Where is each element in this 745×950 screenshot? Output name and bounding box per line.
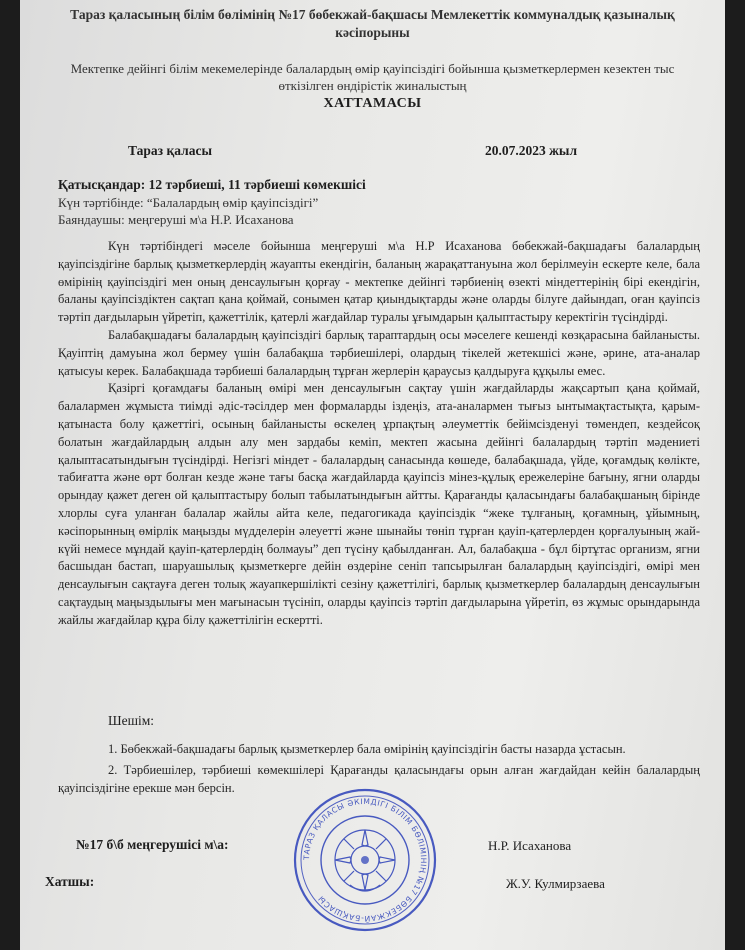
date-label: 20.07.2023 жыл <box>485 143 578 158</box>
agenda-line: Күн тәртібінде: “Балалардың өмір қауіпсіздігі” <box>58 195 319 210</box>
secretary-signature-name: Ж.У. Кулмирзаева <box>506 876 605 891</box>
secretary-signature-role: Хатшы: <box>45 874 95 889</box>
decision-item: 1. Бөбекжай-бақшадағы барлық қызметкерлер бала өмірінің қауіпсіздігін басты назарда ұстасын. <box>108 742 626 756</box>
meeting-subject: Мектепке дейінгі білім мекемелерінде балалардың өмір қауіпсіздігі бойынша қызметкерлермен кезектен тыс өткізілген өндірістік жиналыстың <box>70 61 675 93</box>
director-signature-role: №17 б\б меңгерушісі м\а: <box>76 837 229 852</box>
body-paragraph: Балабақшадағы балалардың қауіпсіздігі барлық тараптардың осы мәселеге кешенді көзқарасына байланысты. Қауіптің дамуына жол бермеу үшін балабақша тәрбиешілері, олардың тікелей жетекшісі және, әрине, ата-аналар қатысуы керек. Балабақшада тәрбиеші балалардың тұрған жерлерін қараусыз қалдыруға құқылы емес. <box>58 327 700 378</box>
body-paragraph: Күн тәртібіндегі мәселе бойынша меңгеруші м\а Н.Р Исаханова бөбекжай-бақшадағы балалардың қауіпсіздігіне барлық қызметкерлердің жауапты екендігін, баланың жарақаттануына жол берілмеуін ескерте келе, бала өмірінің қауіпсіздігі мен оның денсаулығын қорғау - мектепке дейінгі тәрбиенің өзекті міндеттерінің бірі екендігін, баланы қауіпсіздіктен сақтап қана қоймай, сонымен қатар қиындықтарды және оларды білуге дайындап, оған қауіпсіз тәртіп дағдыларын үйретіп, қажеттілік, қатерлі жағдайлар туралы ұғымдарын қалыптастыру керектігін түсіндірді. <box>58 239 700 325</box>
decision-heading: Шешім: <box>108 713 155 728</box>
official-stamp-seal <box>290 785 440 935</box>
body-paragraph: Қазіргі қоғамдағы баланың өмірі мен денсаулығын сақтау үшін жағдайларды жақсартып қана қоймай, балалармен жұмыста тиімді әдіс-тәсілдер мен формаларды іздеңіз, ата-аналармен тығыз ынтымақтастықта, қарым-қатынаста болу қажеттігі, осының байланысты өскелең ұрпақтың әлеуметтік бейімсізденуі төмендеп, кездейсоқ болатын жағдайлардың алдын алу мен зардабы кеміп, мектеп жасына дейінгі балалардың тәртіп мәдениеті қалыптасатындығын түсіндірді. Негізгі міндет - балалардың санасында көшеде, балабақшада, үйде, қоғамдық көлікте, табиғатта және өрт болған кезде және тағы басқа жағдайларда қауіпсіз мінез-құлық ережелеріне бағыну, ягни оларды орындау қажет деген ой қалыптастыру болып табылатындығын айтты. Қарағанды қаласындағы балабақшаның бірінде хлорлы суға уланған балалар жайлы айта келе, педагогикада қауіпсіздік “жеке тұлғаның, қоғамның, ұйымның, кәсіпорынның өмірлік маңызды мүдделерін әлеуетті және шынайы төніп тұрған қауіп-қатерлерден қорғалуының жай-күйі немесе мұндай қауіп-қатерлердің болмауы” деп түсіну қабылданған. Ал, балабақша - бұл біртұтас организм, ягни басшыдан бастап, шаруашылық қызметкерге дейін өздеріне сеніп тапсырылған балалардың қауіпсіздігі, өмірі мен денсаулығын сақтауға деген толық жауапкершілікті сезіну қажеттілігі, барлық қызметкерлер балалардың денсаулығын сақтаудың маңыздылығы мен мағынасын түсініп, оларды қауіпсіз тәртіп дағдыларына үйретіп, өз жұмыс орындарында жайлы жағдайлар құра білу қажеттілігін ескертті. <box>58 381 700 627</box>
document-page <box>20 0 725 950</box>
speaker-line: Баяндаушы: меңгеруші м\а Н.Р. Исаханова <box>58 212 294 227</box>
director-signature-name: Н.Р. Исаханова <box>488 838 572 853</box>
attendees-line: Қатысқандар: 12 тәрбиеші, 11 тәрбиеші көмекшісі <box>58 177 366 192</box>
city-label: Тараз қаласы <box>128 143 212 158</box>
organization-header: Тараз қаласының білім бөлімінің №17 бөбекжай-бақшасы Мемлекеттік коммуналдық қазыналық кәсіпорыны <box>70 7 675 40</box>
decision-item: 2. Тәрбиешілер, тәрбиеші көмекшілері Қарағанды қаласындағы орын алған жағдайдан кейін балалардың қауіпсіздігіне ерекше мән берсін. <box>58 762 700 795</box>
document-title: ХАТТАМАСЫ <box>323 96 422 111</box>
stamp-text: ТАРАЗ ҚАЛАСЫ ӘКІМДІГІ БІЛІМ БӨЛІМІНІҢ №17 БӨБЕКЖАЙ-БАҚШАСЫ <box>301 796 429 924</box>
minutes-body <box>58 238 700 630</box>
